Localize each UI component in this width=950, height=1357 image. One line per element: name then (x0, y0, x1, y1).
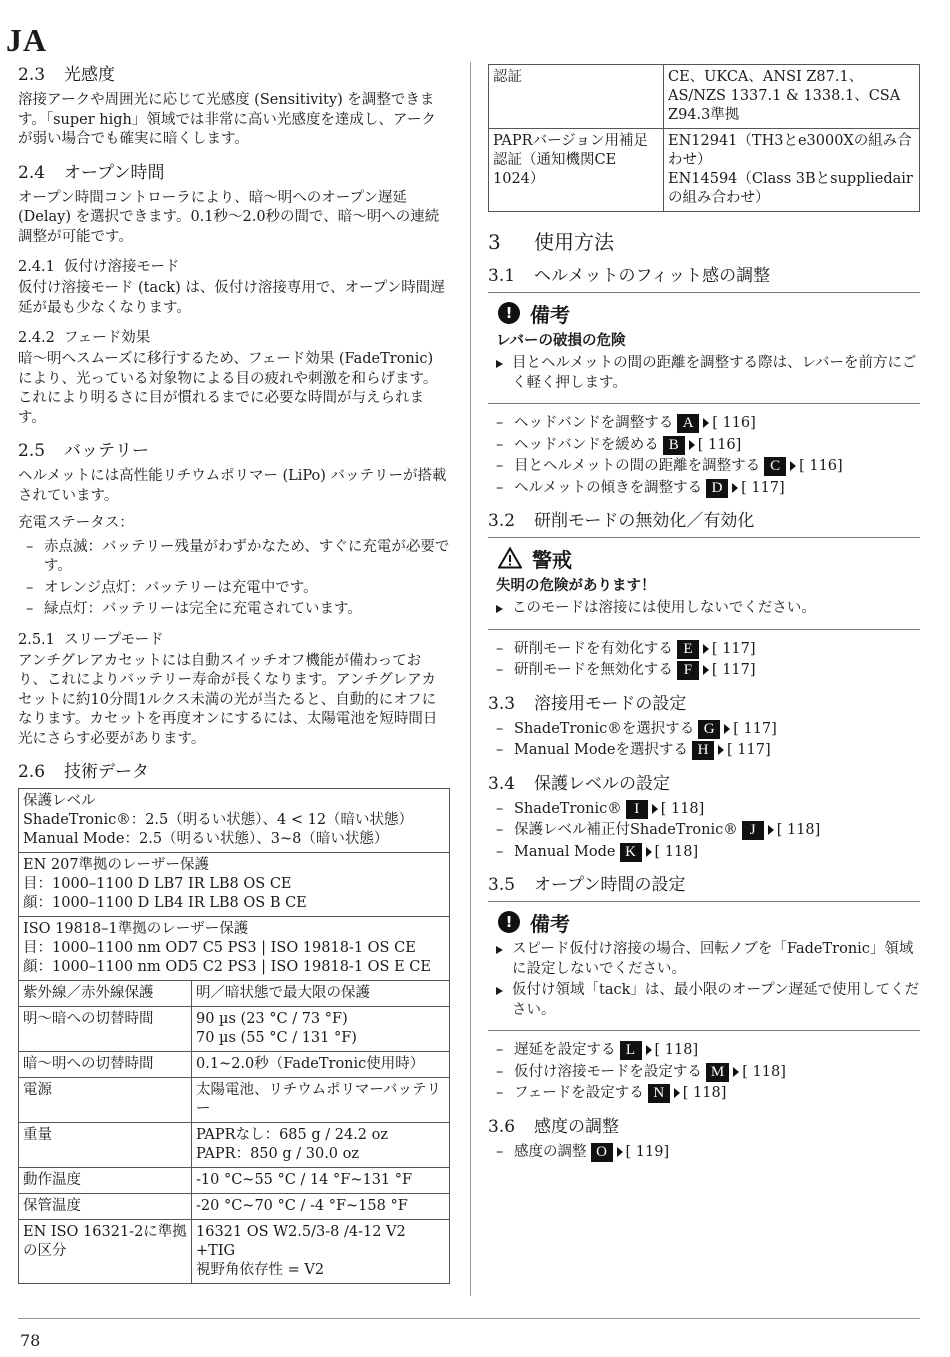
triangle-bullet-icon (496, 360, 503, 368)
list-item: – 感度の調整 O [ 119] (496, 1143, 670, 1160)
notice-bullet: 目とヘルメットの間の距離を調整する際は、レバーを前方にごく軽く押します。 (488, 354, 920, 393)
table-cell: 紫外線／赤外線保護 (19, 981, 192, 1007)
table-cell: 保護レベル ShadeTronic®：2.5（明るい状態）、4 < 12（暗い状態） Manual Mode：2.5（明るい状態）、3~8（暗い状態） (19, 789, 450, 853)
table-row (19, 1220, 450, 1284)
charge-status-list (18, 538, 450, 620)
table-row (19, 981, 450, 1007)
table-row (19, 1007, 450, 1052)
figure-ref-badge: L (620, 1041, 642, 1060)
arrow-right-icon (646, 847, 652, 857)
section-heading: 3.1 ヘルメットのフィット感の調整 (488, 266, 771, 286)
table-row (19, 1194, 450, 1220)
table-row (19, 1078, 450, 1123)
arrow-right-icon (724, 724, 730, 734)
table-cell: 電源 (19, 1078, 192, 1123)
list-item: – ヘッドバンドを緩める B [ 116] (496, 436, 742, 453)
table-row (19, 1052, 450, 1078)
figure-ref-badge: M (706, 1063, 729, 1082)
notice-bullet: 仮付け領域「tack」は、最小限のオープン遅延で使用してください。 (488, 981, 920, 1020)
arrow-right-icon (733, 1067, 739, 1077)
arrow-right-icon (718, 745, 724, 755)
list-item: – Manual Mode K [ 118] (496, 843, 699, 860)
arrow-right-icon (768, 825, 774, 835)
list-item: – 仮付け溶接モードを設定する M [ 118] (496, 1063, 786, 1080)
figure-ref-badge: G (698, 720, 720, 739)
table-row (19, 789, 450, 853)
arrow-right-icon (646, 1045, 652, 1055)
column-divider (470, 62, 471, 1296)
figure-ref-badge: O (591, 1143, 613, 1162)
warning-box (488, 537, 920, 630)
list-item: – ヘッドバンドを調整する A [ 116] (496, 415, 756, 431)
figure-ref-badge: K (620, 843, 642, 862)
notice-bullet: スピード仮付け溶接の場合、回転ノブを「FadeTronic」領域に設定しないでください。 (488, 940, 920, 979)
list-item: – ShadeTronic®を選択する G [ 117] (496, 720, 777, 737)
table-row (489, 65, 920, 129)
right-column (488, 64, 920, 1170)
technical-data-table (18, 788, 450, 1284)
table-cell: 90 µs (23 °C / 73 °F) 70 µs (55 °C / 131 °F) (192, 1007, 450, 1052)
list-item: – 目とヘルメットの間の距離を調整する C [ 116] (496, 458, 843, 474)
table-cell: EN 207準拠のレーザー保護 目：1000–1100 D LB7 IR LB8 OS CE 顔：1000–1100 D LB4 IR LB8 OS B CE (19, 853, 450, 917)
figure-ref-badge: N (648, 1084, 670, 1103)
section-heading: 2.3 光感度 (18, 65, 115, 85)
list-item: – 研削モードを無効化する F [ 117] (496, 662, 756, 678)
table-cell: 認証 (489, 65, 664, 129)
table-cell: ISO 19818–1準拠のレーザー保護 目：1000–1100 nm OD7 C5 PS3 | ISO 19818-1 OS CE 顔：1000–1100 nm OD5 C2 PS3 | ISO 19818-1 OS E CE (19, 917, 450, 981)
triangle-bullet-icon (496, 946, 503, 954)
figure-ref-badge: B (663, 436, 685, 455)
warning-title: 警戒 (532, 547, 572, 572)
list-item: – 赤点滅：バッテリー残量がわずかなため、すぐに充電が必要です。 (26, 538, 450, 574)
table-cell: 明〜暗への切替時間 (19, 1007, 192, 1052)
exclamation-icon: ! (498, 302, 520, 324)
arrow-right-icon (617, 1147, 623, 1157)
section-heading: 2.5 バッテリー (18, 441, 149, 461)
figure-ref-badge: J (742, 821, 764, 840)
figure-ref-badge: D (706, 479, 728, 498)
exclamation-icon: ! (498, 911, 520, 933)
figure-ref-badge: H (692, 741, 714, 760)
step-list (488, 1041, 920, 1104)
certification-table (488, 64, 920, 212)
list-item: – 緑点灯：バッテリーは完全に充電されています。 (26, 601, 362, 617)
triangle-bullet-icon (496, 605, 503, 613)
list-item: – ヘルメットの傾きを調整する D [ 117] (496, 479, 785, 496)
subsection-heading: 2.5.1 スリープモード (18, 631, 164, 648)
arrow-right-icon (652, 804, 658, 814)
arrow-right-icon (689, 440, 695, 450)
paragraph: アンチグレアカセットには自動スイッチオフ機能が備わっており、これによりバッテリー寿命が長くなります。アンチグレアカセットに約10分間1ルクス未満の光が当たると、自動的にオフになります。カセットを再度オンにするには、太陽電池を短時間日光にさらす必要があります。 (18, 652, 438, 747)
section-heading: 3.6 感度の調整 (488, 1116, 619, 1137)
notice-title: 備考 (530, 911, 570, 936)
paragraph: 仮付け溶接モード (tack) は、仮付け溶接専用で、オープン時間遅延が最も少なくなります。 (18, 280, 445, 316)
figure-ref-badge: E (677, 640, 699, 659)
paragraph: ヘルメットには高性能リチウムポリマー (LiPo) バッテリーが搭載されています。 (18, 468, 447, 504)
subsection-heading: 2.4.1 仮付け溶接モード (18, 259, 180, 275)
notice-subtitle: レバーの破損の危険 (496, 333, 626, 349)
section-heading: 3.4 保護レベルの設定 (488, 773, 670, 794)
table-cell: 動作温度 (19, 1168, 192, 1194)
figure-ref-badge: F (677, 661, 699, 680)
section-heading: 2.4 オープン時間 (18, 162, 165, 183)
arrow-right-icon (703, 644, 709, 654)
arrow-right-icon (703, 665, 709, 675)
step-list (488, 800, 920, 863)
arrow-right-icon (703, 418, 709, 428)
footer-divider (18, 1318, 920, 1319)
table-cell: CE、UKCA、ANSI Z87.1、AS/NZS 1337.1 & 1338.1、CSA Z94.3準拠 (664, 65, 920, 129)
notice-box (488, 292, 920, 404)
figure-ref-badge: C (764, 457, 786, 476)
step-list (488, 1143, 920, 1163)
table-cell: 0.1~2.0秒（FadeTronic使用時） (192, 1052, 450, 1078)
page-number: 78 (20, 1331, 41, 1350)
table-cell: -10 °C~55 °C / 14 °F~131 °F (192, 1168, 450, 1194)
section-heading: 3.5 オープン時間の設定 (488, 875, 686, 895)
notice-box (488, 901, 920, 1031)
table-cell: PAPRバージョン用補足認証（通知機関CE 1024） (489, 129, 664, 212)
step-list (488, 720, 920, 761)
table-cell: 暗〜明への切替時間 (19, 1052, 192, 1078)
table-row (19, 853, 450, 917)
section-heading: 3.2 研削モードの無効化／有効化 (488, 511, 755, 531)
section-heading: 2.6 技術データ (18, 762, 149, 782)
list-item: – ShadeTronic® I [ 118] (496, 800, 705, 817)
warning-bullet: このモードは溶接には使用しないでください。 (488, 599, 920, 619)
triangle-bullet-icon (496, 987, 503, 995)
arrow-right-icon (674, 1088, 680, 1098)
table-cell: EN ISO 16321-2に準拠の区分 (19, 1220, 192, 1284)
table-cell: PAPRなし：685 g / 24.2 oz PAPR：850 g / 30.0 oz (192, 1123, 450, 1168)
notice-title: 備考 (530, 302, 570, 327)
paragraph: 溶接アークや周囲光に応じて光感度 (Sensitivity) を調整できます。「super high」領域では非常に高い光感度を達成し、アークが弱い場合でも確実に暗くします。 (18, 92, 436, 147)
table-cell: EN12941（TH3とe3000Xの組み合わせ） EN14594（Class 3Bとsuppliedairの組み合わせ） (664, 129, 920, 212)
list-item: – 遅延を設定する L [ 118] (496, 1042, 699, 1058)
list-item: – 保護レベル補正付ShadeTronic® J [ 118] (496, 822, 821, 838)
paragraph: オープン時間コントローラにより、暗〜明へのオープン遅延 (Delay) を選択できます。0.1秒〜2.0秒の間で、暗〜明への連続調整が可能です。 (18, 189, 440, 245)
chapter-heading: 3 使用方法 (488, 230, 614, 254)
warning-triangle-icon (498, 547, 522, 569)
table-cell: 明／暗状態で最大限の保護 (192, 981, 450, 1007)
section-heading: 3.3 溶接用モードの設定 (488, 693, 687, 714)
warning-subtitle: 失明の危険があります！ (496, 578, 656, 594)
charge-status-label: 充電ステータス： (18, 515, 134, 531)
step-list (488, 414, 920, 498)
table-cell: 保管温度 (19, 1194, 192, 1220)
table-row (489, 129, 920, 212)
figure-ref-badge: I (626, 800, 648, 819)
table-row (19, 1168, 450, 1194)
subsection-heading: 2.4.2 フェード効果 (18, 330, 151, 346)
list-item: – オレンジ点灯：バッテリーは充電中です。 (26, 579, 318, 596)
table-cell: 16321 OS W2.5/3-8 /4-12 V2 +TIG 視野角依存性 = V2 (192, 1220, 450, 1284)
figure-ref-badge: A (677, 414, 699, 433)
arrow-right-icon (790, 461, 796, 471)
table-row (19, 1123, 450, 1168)
language-code: JA (6, 22, 48, 58)
table-row (19, 917, 450, 981)
table-cell: 太陽電池、リチウムポリマーバッテリー (192, 1078, 450, 1123)
list-item: – Manual Modeを選択する H [ 117] (496, 742, 771, 758)
step-list (488, 640, 920, 681)
paragraph: 暗〜明へスムーズに移行するため、フェード効果 (FadeTronic) により、光っている対象物による目の疲れや刺激を和らげます。これにより明るさに目が慣れるまでに必要な時間が与えられます。 (18, 351, 438, 426)
list-item: – 研削モードを有効化する E [ 117] (496, 640, 756, 657)
arrow-right-icon (732, 483, 738, 493)
table-cell: 重量 (19, 1123, 192, 1168)
list-item: – フェードを設定する N [ 118] (496, 1085, 727, 1101)
table-cell: -20 °C~70 °C / -4 °F~158 °F (192, 1194, 450, 1220)
left-column (18, 60, 450, 1284)
